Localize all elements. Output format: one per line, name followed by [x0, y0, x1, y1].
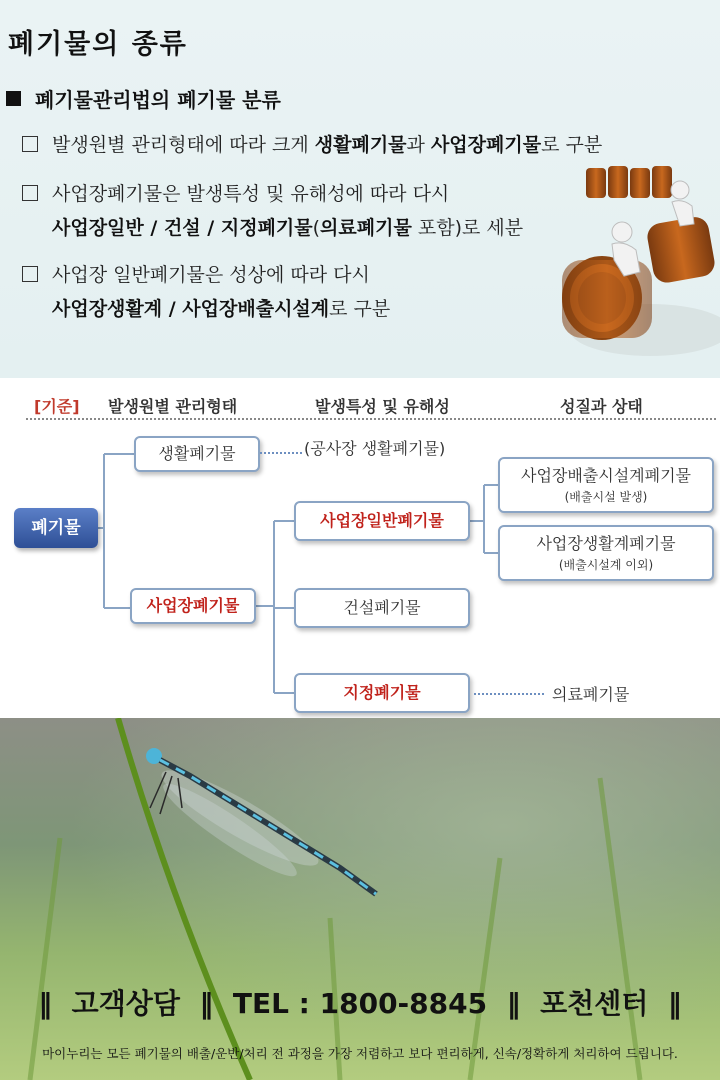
column-header: 성질과 상태 — [560, 397, 643, 416]
node-household-waste: 생활폐기물 — [134, 436, 260, 472]
bold-term: 사업장폐기물 — [430, 134, 542, 156]
empty-square-icon — [22, 136, 38, 152]
node-sublabel: (배출시설 발생) — [564, 490, 648, 504]
column-header: 발생특성 및 유해성 — [315, 397, 450, 416]
criterion-label: [기준] — [34, 397, 80, 416]
empty-square-icon — [22, 266, 38, 282]
contact-bar: ‖ 고객상담 ‖ TEL : 1800-8845 ‖ 포천센터 ‖ — [38, 987, 682, 1020]
empty-square-icon — [22, 185, 38, 201]
bold-term: 사업장생활계 — [52, 298, 163, 320]
separator: / — [200, 217, 221, 239]
dotted-connector — [474, 693, 544, 695]
info-section — [0, 0, 720, 378]
column-header: 발생원별 관리형태 — [108, 397, 238, 416]
node-designated-waste: 지정폐기물 — [294, 673, 470, 713]
section-heading-text: 폐기물관리법의 폐기물 분류 — [35, 88, 281, 112]
bullet-item-1 — [22, 128, 602, 162]
node-business-waste: 사업장폐기물 — [130, 588, 256, 624]
bold-term: 지정폐기물 — [220, 217, 313, 239]
bullet-text: 사업장폐기물은 발생특성 및 유해성에 따라 다시 — [52, 183, 450, 205]
bullet-text: 로 구분 — [329, 298, 391, 320]
node-emission-facility-waste — [498, 457, 714, 513]
filled-square-icon — [6, 91, 21, 106]
separator: / — [162, 298, 183, 320]
company-slogan: 마이누리는 모든 폐기물의 배출/운반/처리 전 과정을 가장 저렴하고 보다 편리하게, 신속/정확하게 처리하여 드립니다. — [42, 1046, 678, 1061]
bold-term: 의료폐기물 — [320, 217, 412, 239]
bullet-continuation — [22, 211, 523, 245]
bullet-text: 로 구분 — [541, 134, 603, 156]
separator: / — [143, 217, 164, 239]
small-barrel-icon — [586, 166, 672, 198]
node-label: 사업장생활계폐기물 — [536, 534, 676, 553]
bullet-item-2 — [22, 177, 523, 245]
bullet-text: 발생원별 관리형태에 따라 크게 — [52, 134, 315, 156]
bold-term: 건설 — [163, 217, 201, 239]
bullet-continuation — [22, 292, 390, 326]
node-business-general-waste: 사업장일반폐기물 — [294, 501, 470, 541]
dragonfly-image — [0, 718, 720, 1080]
bullet-text: 포함)로 세분 — [411, 217, 524, 239]
bold-term: 사업장배출시설계 — [182, 298, 330, 320]
node-business-household-waste — [498, 525, 714, 581]
bullet-text: ( — [312, 217, 321, 239]
barrel-illustration — [540, 160, 720, 360]
construction-site-household-label: (공사장 생활폐기물) — [304, 439, 446, 458]
root-node: 폐기물 — [14, 508, 98, 548]
bold-term: 생활폐기물 — [314, 134, 407, 156]
bold-term: 사업장일반 — [52, 217, 144, 239]
node-sublabel: (배출시설계 이외) — [558, 558, 654, 572]
dotted-connector — [260, 452, 302, 454]
medical-waste-label: 의료폐기물 — [552, 685, 630, 704]
section-heading — [6, 84, 281, 113]
bullet-text: 과 — [406, 134, 431, 156]
footer-photo — [0, 718, 720, 1080]
classification-diagram — [12, 380, 720, 716]
bullet-text: 사업장 일반폐기물은 성상에 따라 다시 — [52, 264, 370, 286]
bullet-item-3 — [22, 258, 390, 326]
node-label: 사업장배출시설계폐기물 — [520, 466, 692, 485]
page-title: 폐기물의 종류 — [8, 29, 188, 60]
node-construction-waste: 건설폐기물 — [294, 588, 470, 628]
